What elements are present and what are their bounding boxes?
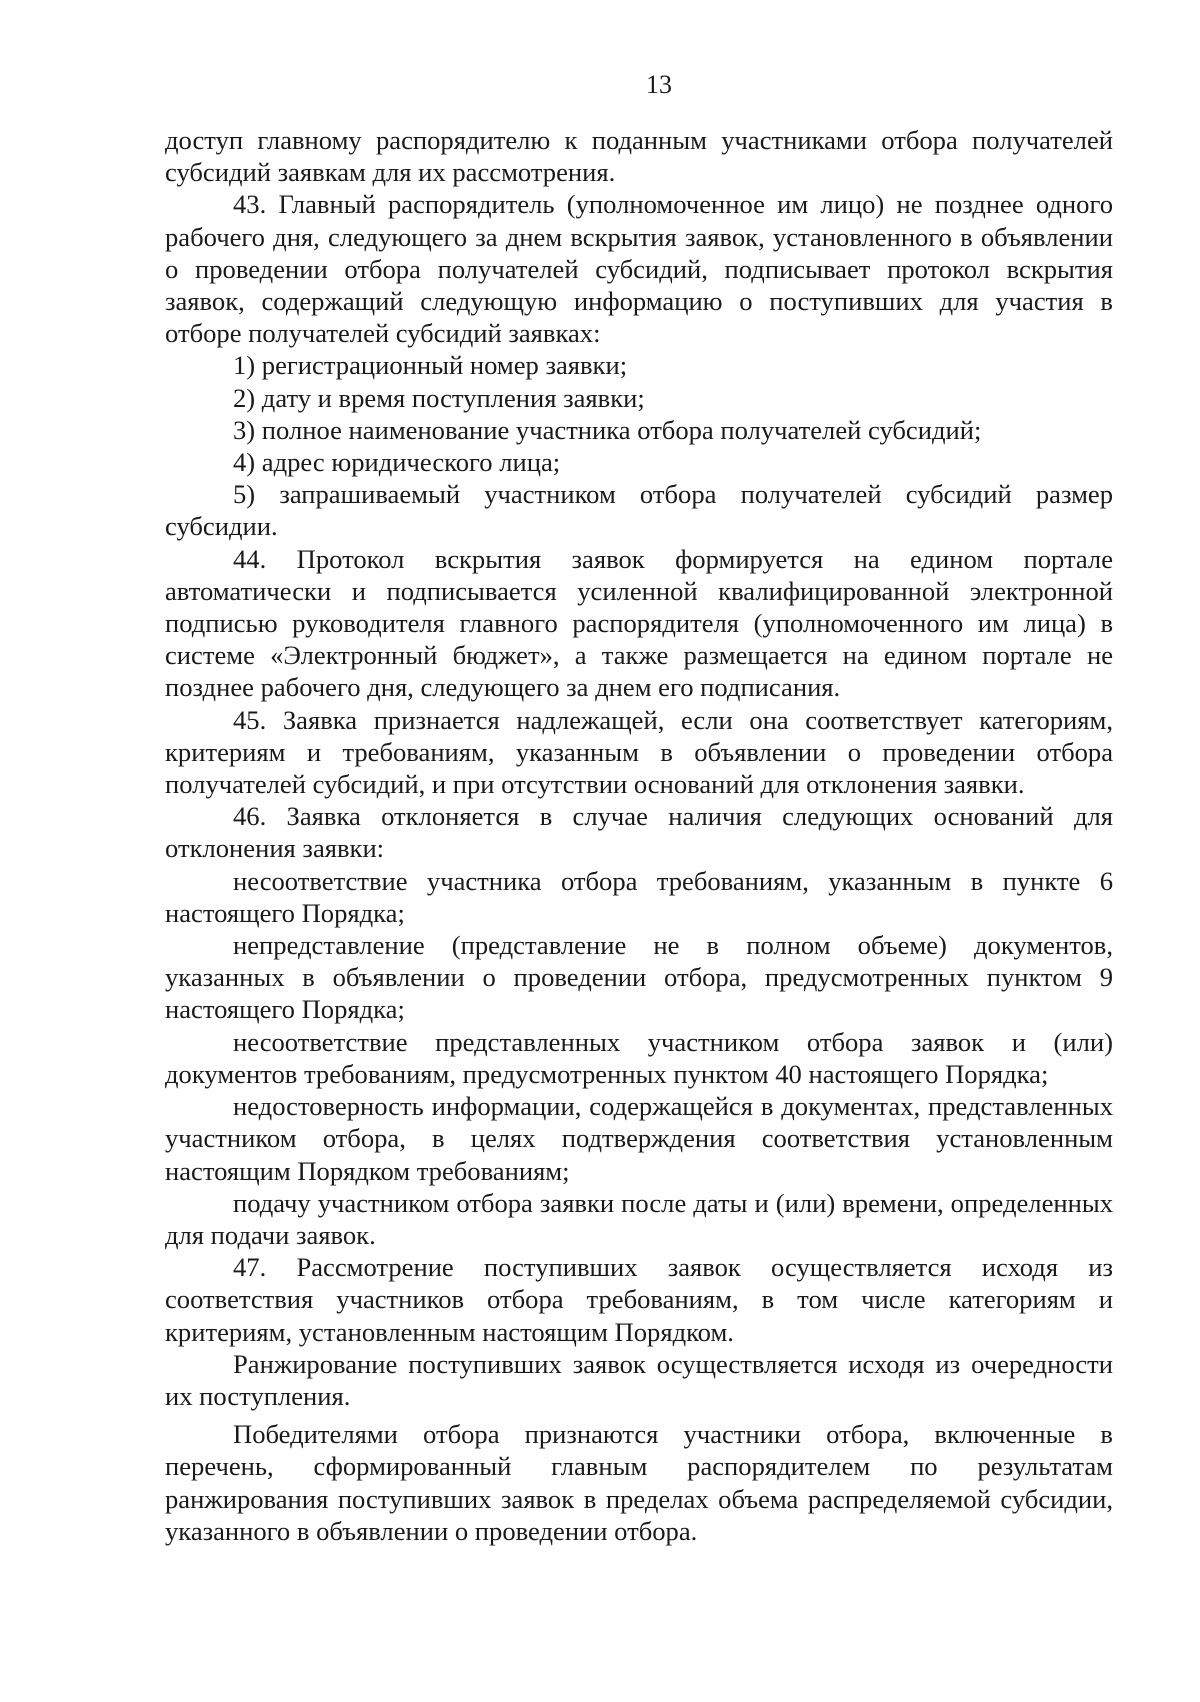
paragraph-46: 46. Заявка отклоняется в случае наличия следующих оснований для отклонения заявки:: [165, 801, 1113, 864]
list-item-2: 2) дату и время поступления заявки;: [233, 382, 645, 413]
list-item-1: 1) регистрационный номер заявки;: [233, 350, 628, 381]
rejection-ground-5: подачу участником отбора заявки после даты и (или) времени, определенных для подачи заявок.: [165, 1187, 1113, 1250]
paragraph-43: 43. Главный распорядитель (уполномоченное им лицо) не позднее одного рабочего дня, следующего за днем вскрытия заявок, установленного в объявлении о проведении отбора получателей субсидий, подписывает протокол вскрытия заявок, содержащий следующую информацию о поступивших для участия в отборе получателей субсидий заявках:: [165, 189, 1113, 349]
page-number: 13: [646, 70, 672, 99]
list-item-3: 3) полное наименование участника отбора получателей субсидий;: [233, 414, 982, 445]
list-item-4: 4) адрес юридического лица;: [233, 447, 561, 478]
paragraph-44: 44. Протокол вскрытия заявок формируется на едином портале автоматически и подписывается усиленной квалифицированной электронной подписью руководителя главного распорядителя (уполномоченного им лица) в системе «Электронный бюджет», а также размещается на едином портале не позднее рабочего дня, следующего за днем его подписания.: [165, 543, 1113, 703]
paragraph-ranking: Ранжирование поступивших заявок осуществляется исходя из очередности их поступления.: [165, 1348, 1113, 1411]
paragraph-45: 45. Заявка признается надлежащей, если она соответствует категориям, критериям и требованиям, указанным в объявлении о проведении отбора получателей субсидий, и при отсутствии оснований для отклонения заявки.: [165, 704, 1113, 800]
rejection-ground-3: несоответствие представленных участником отбора заявок и (или) документов требованиям, предусмотренных пунктом 40 настоящего Порядка;: [165, 1026, 1113, 1089]
paragraph-47: 47. Рассмотрение поступивших заявок осуществляется исходя из соответствия участников отбора требованиям, в том числе категориям и критериям, установленным настоящим Порядком.: [165, 1252, 1113, 1347]
rejection-ground-1: несоответствие участника отбора требованиям, указанным в пункте 6 настоящего Порядка;: [165, 865, 1113, 928]
document-body: [165, 124, 1113, 1547]
list-item-5: 5) запрашиваемый участником отбора получателей субсидий размер субсидии.: [165, 479, 1113, 542]
paragraph-winners: Победителями отбора признаются участники отбора, включенные в перечень, сформированный главным распорядителем по результатам ранжирования поступивших заявок в пределах объема распределяемой субсидии, указанного в объявлении о проведении отбора.: [165, 1419, 1113, 1546]
paragraph-continuation: доступ главному распорядителю к поданным участниками отбора получателей субсидий заявкам для их рассмотрения.: [165, 125, 1113, 188]
rejection-ground-4: недостоверность информации, содержащейся в документах, представленных участником отбора, в целях подтверждения соответствия установленным настоящим Порядком требованиям;: [165, 1091, 1113, 1186]
rejection-ground-2: непредставление (представление не в полном объеме) документов, указанных в объявлении о проведении отбора, предусмотренных пунктом 9 настоящего Порядка;: [165, 930, 1113, 1025]
